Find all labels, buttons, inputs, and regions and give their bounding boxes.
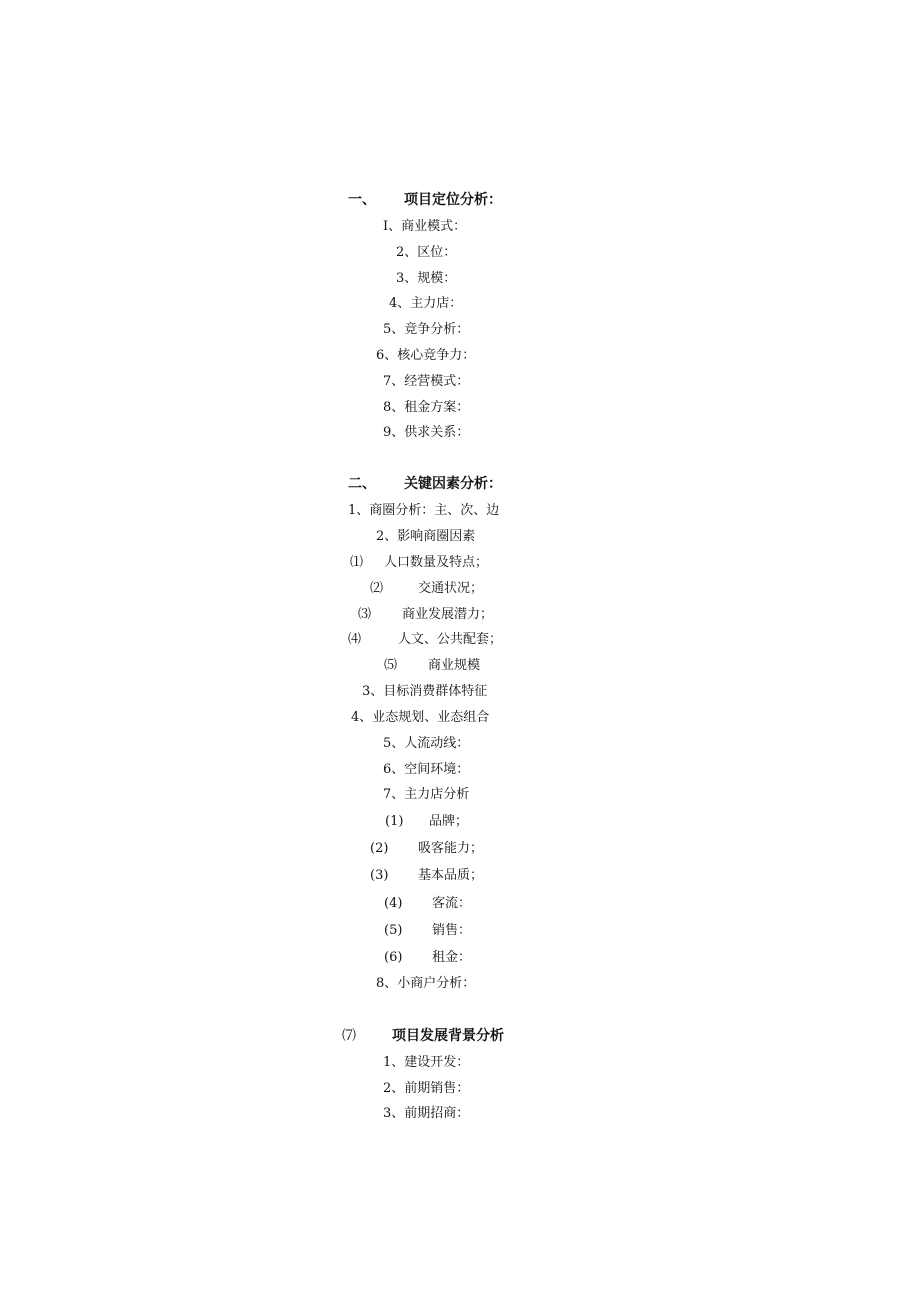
factor-number: ⑸ (384, 658, 398, 673)
section-number: 二、 (348, 476, 376, 492)
factor-item (350, 555, 488, 571)
anchor-number: (5) (384, 923, 403, 938)
factor-text: 商业发展潜力； (402, 607, 494, 622)
section-heading-positioning (348, 192, 502, 208)
list-item: 6、核心竞争力： (376, 348, 476, 363)
list-item: 2、前期销售： (383, 1081, 470, 1096)
list-item: 4、业态规划、业态组合 (351, 710, 490, 725)
anchor-text: 基本品质； (418, 868, 484, 883)
anchor-text: 吸客能力； (418, 841, 484, 856)
anchor-number: (3) (370, 868, 389, 883)
anchor-item (384, 923, 471, 939)
anchor-number: (6) (384, 950, 403, 965)
factor-number: ⑷ (348, 632, 362, 647)
list-item: 1、建设开发： (383, 1055, 470, 1070)
list-item: 4、主力店： (389, 296, 463, 311)
anchor-text: 租金： (432, 950, 472, 965)
factor-item (358, 607, 493, 623)
anchor-item (384, 950, 471, 966)
anchor-item (385, 814, 468, 830)
list-item: 3、前期招商： (383, 1106, 470, 1121)
list-item: 5、人流动线： (383, 736, 470, 751)
list-item: 2、区位： (396, 245, 457, 260)
section-number: ⑺ (342, 1028, 356, 1044)
anchor-item (384, 896, 471, 912)
factor-item (348, 632, 502, 648)
list-item: 6、空间环境： (383, 762, 470, 777)
anchor-number: (4) (384, 896, 403, 911)
factor-item (384, 658, 480, 674)
section-title: 关键因素分析： (404, 476, 502, 492)
anchor-text: 销售： (432, 923, 472, 938)
list-item: 3、目标消费群体特征 (362, 684, 488, 699)
factor-text: 人文、公共配套； (398, 632, 503, 647)
section-title: 项目定位分析： (404, 192, 502, 208)
factor-number: ⑴ (350, 555, 364, 570)
anchor-item (370, 841, 483, 857)
anchor-item (370, 868, 483, 884)
section-title: 项目发展背景分析 (392, 1028, 504, 1044)
list-item: I、商业模式： (383, 219, 467, 234)
section-heading-key-factors (348, 476, 502, 492)
list-item: 3、规模： (396, 271, 457, 286)
section-number: 一、 (348, 192, 376, 208)
list-item: 2、影响商圈因素 (376, 529, 476, 544)
list-item: 7、经营模式： (383, 374, 470, 389)
section-heading-background (342, 1028, 504, 1044)
factor-number: ⑶ (358, 607, 372, 622)
anchor-text: 品牌； (429, 814, 469, 829)
list-item: 8、租金方案： (383, 400, 470, 415)
list-item: 5、竞争分析： (383, 322, 470, 337)
anchor-text: 客流： (432, 896, 472, 911)
list-item: 7、主力店分析 (383, 787, 470, 802)
factor-text: 商业规模 (428, 658, 481, 673)
factor-item (370, 581, 483, 597)
anchor-number: (1) (385, 814, 404, 829)
factor-text: 人口数量及特点； (384, 555, 489, 570)
factor-number: ⑵ (370, 581, 384, 596)
factor-text: 交通状况； (418, 581, 484, 596)
anchor-number: (2) (370, 841, 389, 856)
list-item: 9、供求关系： (383, 425, 470, 440)
list-item: 1、商圈分析：主、次、边 (348, 503, 500, 518)
list-item: 8、小商户分析： (376, 976, 476, 991)
